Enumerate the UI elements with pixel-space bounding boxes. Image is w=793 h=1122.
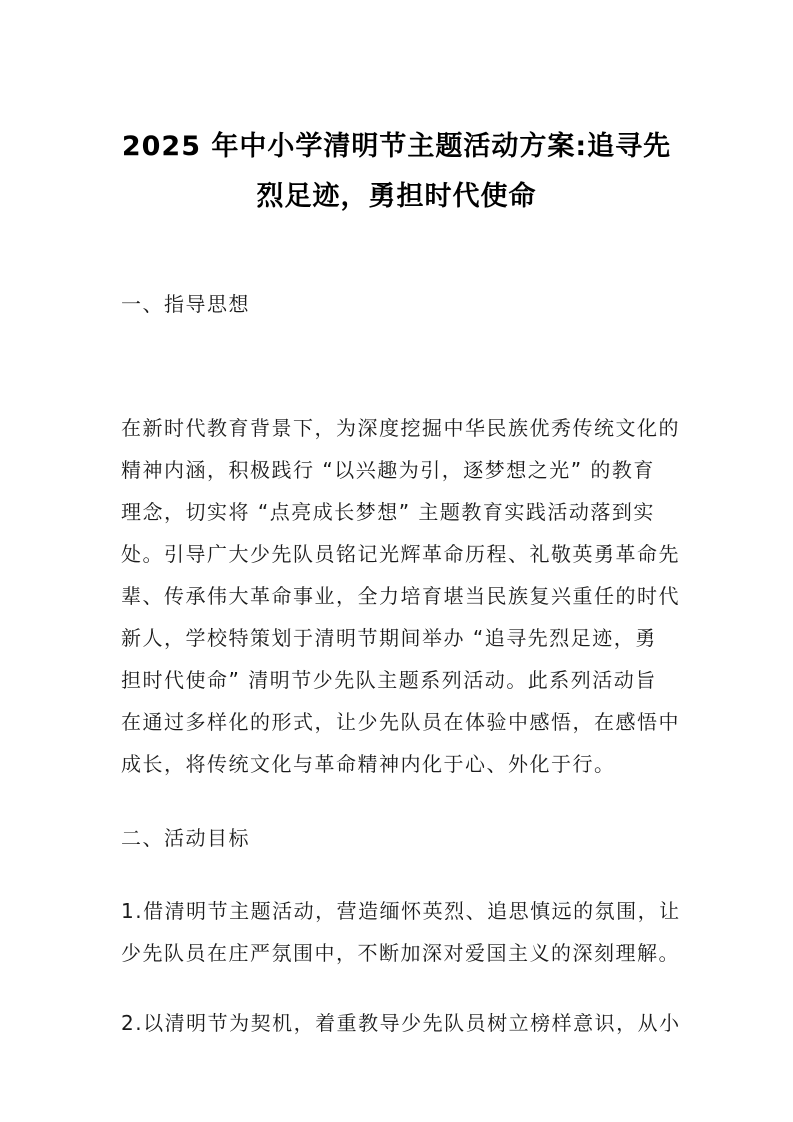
goal-line: 1.借清明节主题活动，营造缅怀英烈、追思慎远的氛围，让 bbox=[121, 899, 681, 923]
paragraph-line: 在新时代教育背景下，为深度挖掘中华民族优秀传统文化的 bbox=[121, 416, 680, 440]
paragraph-line: 处。引导广大少先队员铭记光辉革命历程、礼敬英勇革命先 bbox=[121, 542, 680, 566]
section-heading-guiding-ideology: 一、指导思想 bbox=[121, 292, 250, 316]
paragraph-line: 在通过多样化的形式，让少先队员在体验中感悟，在感悟中 bbox=[121, 710, 680, 734]
title-line-2: 烈足迹，勇担时代使命 bbox=[256, 181, 537, 212]
goal-line: 2.以清明节为契机，着重教导少先队员树立榜样意识，从小 bbox=[121, 1011, 681, 1035]
paragraph-line: 成长，将传统文化与革命精神内化于心、外化于行。 bbox=[121, 752, 616, 776]
paragraph-line: 辈、传承伟大革命事业，全力培育堪当民族复兴重任的时代 bbox=[121, 584, 680, 608]
section-heading-activity-goals: 二、活动目标 bbox=[121, 826, 250, 850]
title-line-1: 2025 年中小学清明节主题活动方案:追寻先 bbox=[121, 131, 672, 162]
paragraph-line: 担时代使命” 清明节少先队主题系列活动。此系列活动旨 bbox=[121, 668, 657, 692]
document-title bbox=[110, 122, 683, 222]
paragraph-line: 理念，切实将 “点亮成长梦想” 主题教育实践活动落到实 bbox=[121, 500, 655, 524]
paragraph-line: 精神内涵，积极践行 “以兴趣为引，逐梦想之光” 的教育 bbox=[121, 458, 655, 482]
paragraph-line: 新人，学校特策划于清明节期间举办 “追寻先烈足迹，勇 bbox=[121, 626, 657, 650]
goal-line: 少先队员在庄严氛围中，不断加深对爱国主义的深刻理解。 bbox=[121, 941, 680, 965]
